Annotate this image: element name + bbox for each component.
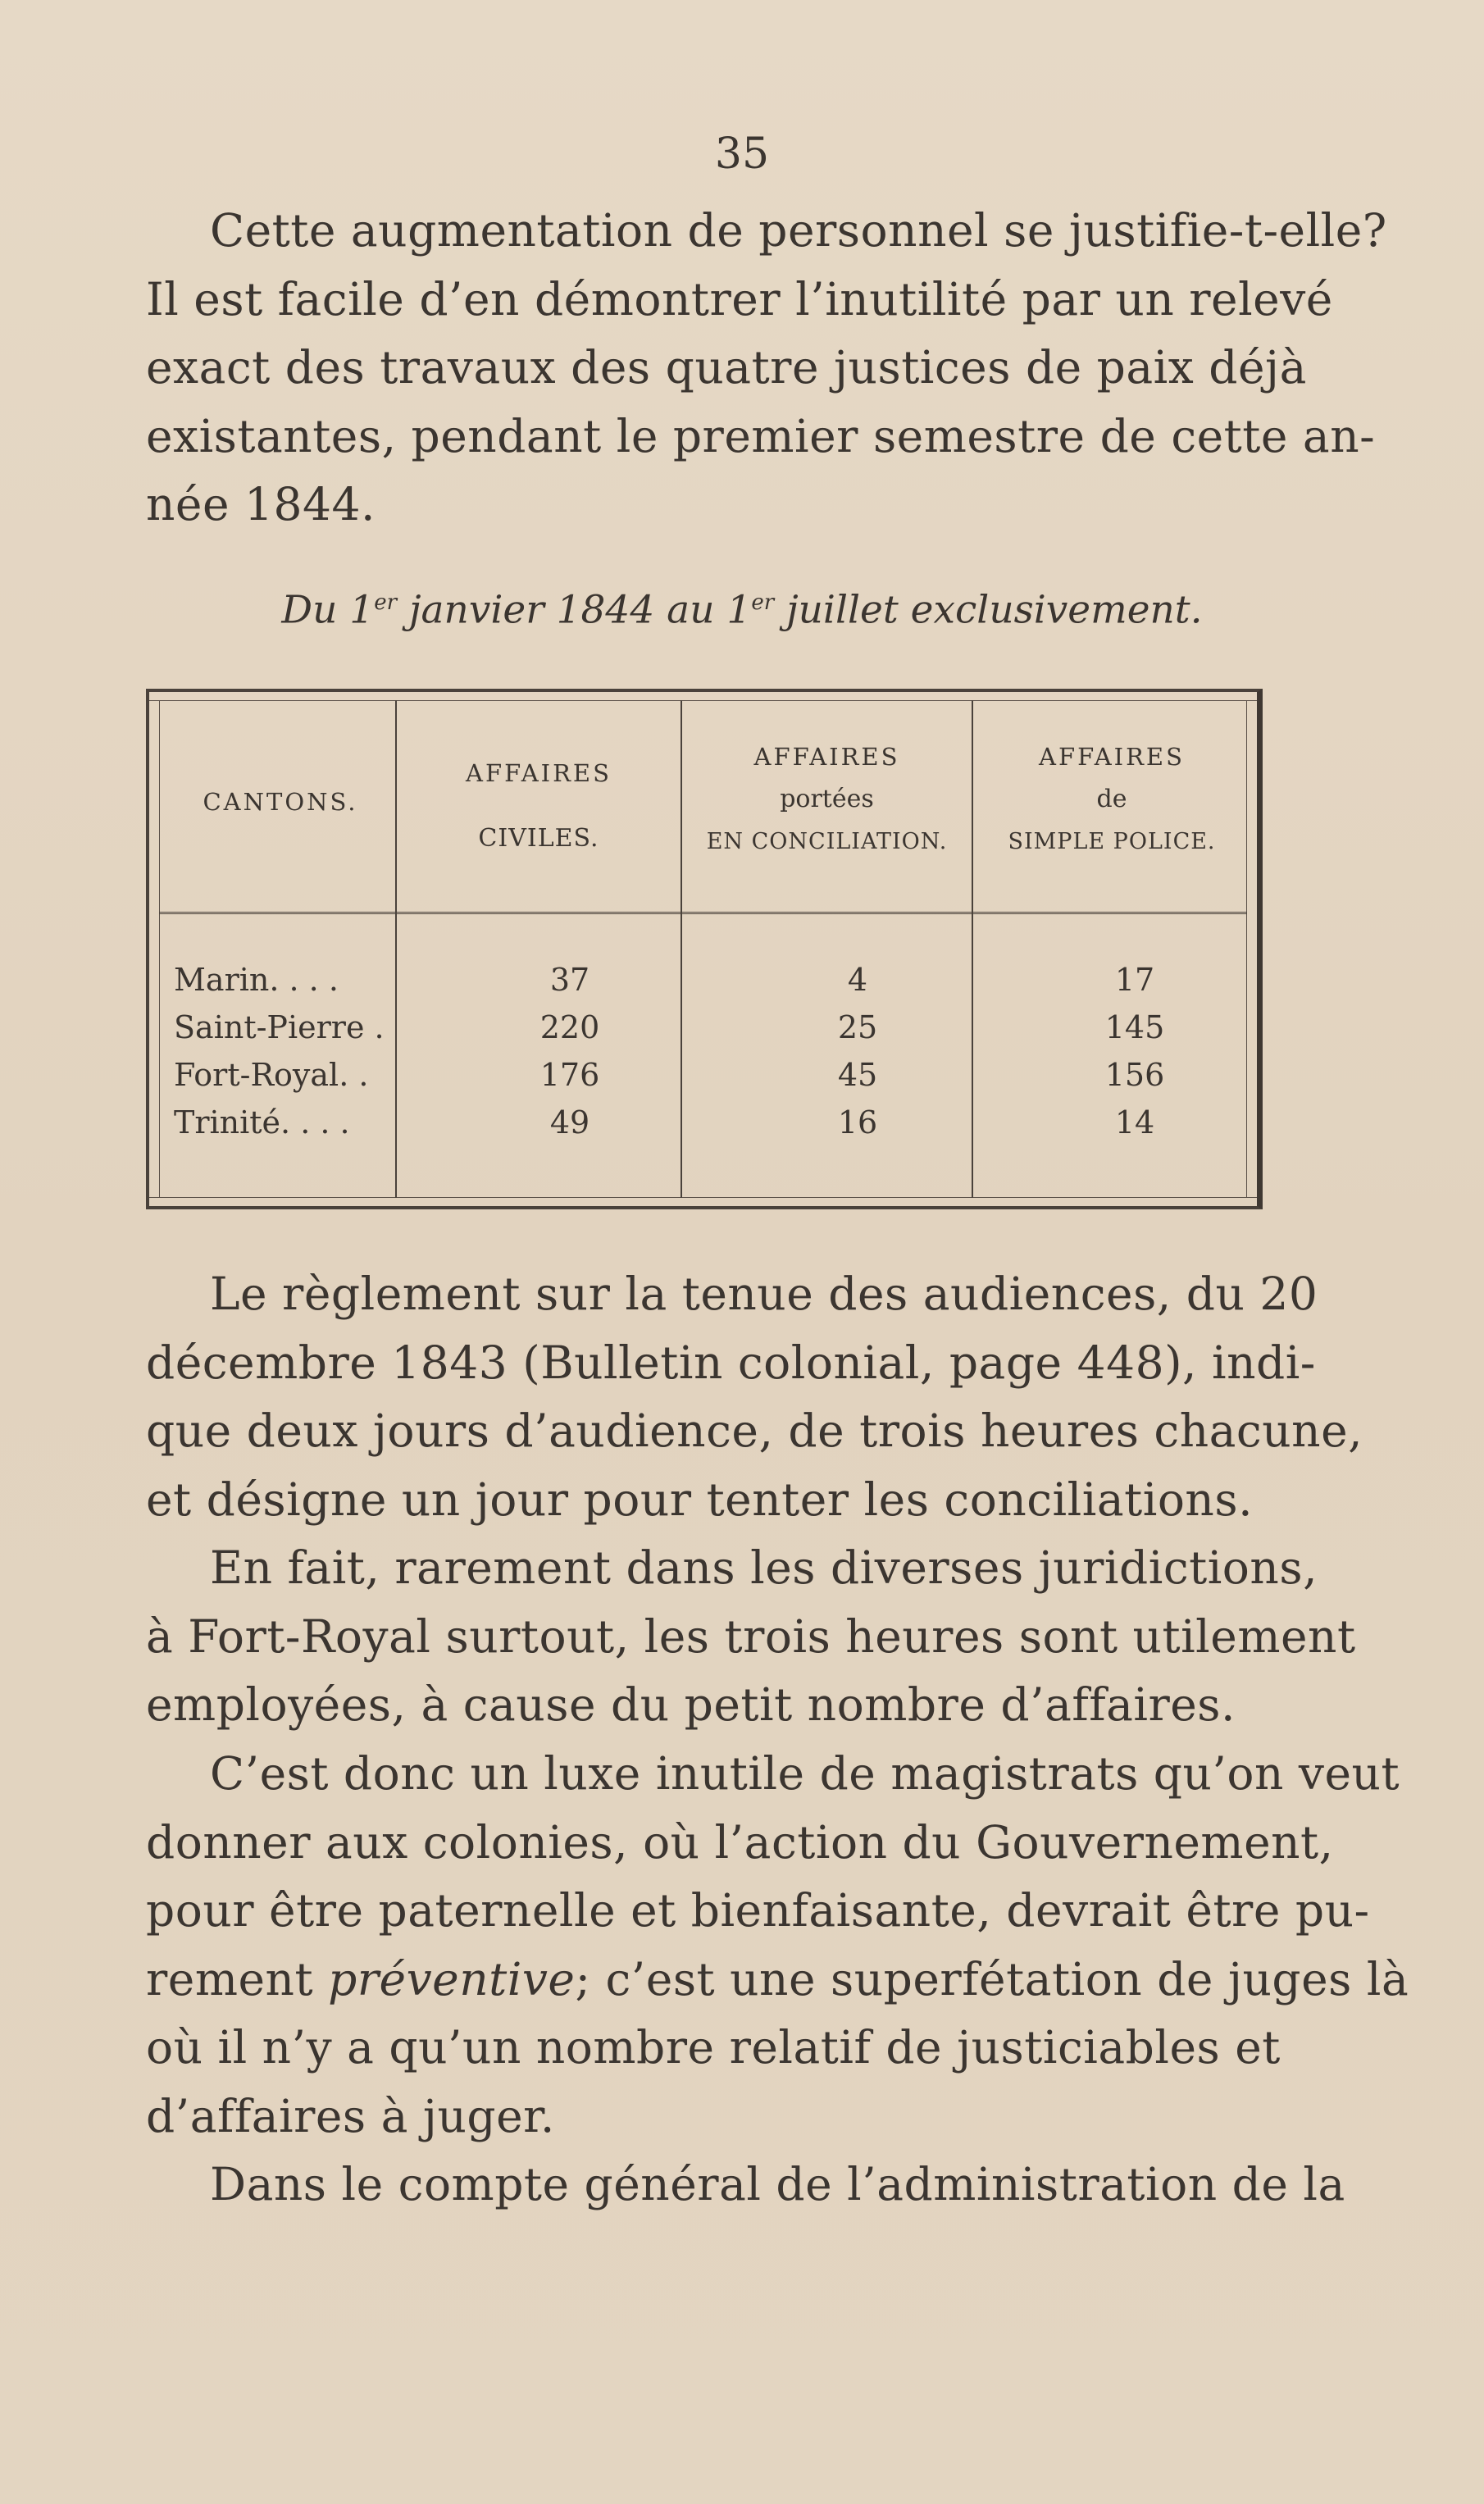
caption-sup: er bbox=[374, 590, 398, 615]
table-row bbox=[174, 1099, 1247, 1146]
table-rule bbox=[149, 700, 1257, 701]
text-line: Il est facile d’en démontrer l’inutilité par un relevé bbox=[146, 272, 1333, 326]
cell-canton: Trinité. . . . bbox=[174, 1104, 350, 1140]
text-line: née 1844. bbox=[146, 478, 376, 530]
paragraph-luxe bbox=[146, 1740, 1409, 2151]
cell-canton: Marin. . . . bbox=[174, 962, 339, 998]
text-line: d’affaires à juger. bbox=[146, 2089, 555, 2142]
statistics-table bbox=[146, 689, 1263, 1209]
caption-text: Du 1 bbox=[281, 587, 375, 633]
text-line bbox=[146, 1946, 1409, 2015]
cell-police: 156 bbox=[1104, 1057, 1165, 1093]
caption-text: janvier 1844 au 1 bbox=[397, 587, 752, 633]
table-row bbox=[174, 1004, 1247, 1051]
header-text: de bbox=[1096, 785, 1127, 813]
cell-civiles: 176 bbox=[539, 1057, 600, 1093]
text-run: ; c’est une superfétation de juges là bbox=[575, 1952, 1409, 2005]
paragraph-fait bbox=[146, 1534, 1356, 1740]
header-text: EN CONCILIATION. bbox=[706, 829, 948, 854]
caption-text: juillet exclusivement. bbox=[774, 587, 1203, 633]
header-divider bbox=[159, 912, 1247, 914]
text-line: et désigne un jour pour tenter les conciliations. bbox=[146, 1473, 1254, 1526]
cell-canton: Saint-Pierre . bbox=[174, 1009, 385, 1045]
cell-conciliation: 25 bbox=[837, 1009, 878, 1045]
text-line: C’est donc un luxe inutile de magistrats qu’on veut bbox=[210, 1747, 1400, 1800]
text-line: Le règlement sur la tenue des audiences, du 20 bbox=[210, 1268, 1318, 1320]
cell-conciliation: 4 bbox=[847, 962, 868, 998]
text-run: rement bbox=[146, 1952, 329, 2005]
paragraph-reglement bbox=[146, 1260, 1363, 1534]
cell-police: 17 bbox=[1114, 962, 1155, 998]
cell-police: 145 bbox=[1104, 1009, 1165, 1045]
header-text: CIVILES. bbox=[478, 824, 599, 853]
text-line: En fait, rarement dans les diverses juridictions, bbox=[210, 1541, 1318, 1594]
text-line: pour être paternelle et bienfaisante, devrait être pu- bbox=[146, 1884, 1370, 1937]
paragraph-compte bbox=[146, 2151, 1345, 2219]
emphasis-text: préventive bbox=[328, 1952, 576, 2005]
cell-police: 14 bbox=[1114, 1104, 1155, 1140]
text-line: exact des travaux des quatre justices de paix déjà bbox=[146, 341, 1307, 394]
header-conciliation bbox=[682, 741, 972, 858]
header-cantons: CANTONS. bbox=[203, 788, 358, 816]
text-line: Cette augmentation de personnel se justifie-t-elle? bbox=[210, 204, 1387, 257]
cell-conciliation: 45 bbox=[837, 1057, 878, 1093]
cell-civiles: 220 bbox=[539, 1009, 600, 1045]
header-text: AFFAIRES bbox=[466, 759, 612, 787]
text-line: Dans le compte général de l’administration de la bbox=[210, 2158, 1345, 2210]
header-text: AFFAIRES bbox=[753, 743, 900, 771]
table-row bbox=[174, 1051, 1247, 1099]
text-line: donner aux colonies, où l’action du Gouvernement, bbox=[146, 1815, 1334, 1869]
text-line: décembre 1843 (Bulletin colonial, page 448), indi- bbox=[146, 1336, 1316, 1389]
table-rule bbox=[159, 700, 160, 1198]
caption-sup: er bbox=[751, 590, 775, 615]
table-caption bbox=[0, 578, 1484, 635]
header-text: portées bbox=[780, 785, 874, 813]
intro-paragraph bbox=[146, 197, 1387, 539]
page-number: 35 bbox=[714, 130, 770, 179]
table-row bbox=[174, 956, 1247, 1004]
table-rule bbox=[149, 1197, 1257, 1198]
text-line: à Fort-Royal surtout, les trois heures sont utilement bbox=[146, 1609, 1356, 1663]
cell-civiles: 49 bbox=[549, 1104, 590, 1140]
header-text: AFFAIRES bbox=[1039, 743, 1185, 771]
header-police bbox=[973, 741, 1250, 858]
text-line: où il n’y a qu’un nombre relatif de justiciables et bbox=[146, 2021, 1281, 2074]
cell-civiles: 37 bbox=[549, 962, 590, 998]
text-line: existantes, pendant le premier semestre de cette an- bbox=[146, 409, 1376, 462]
cell-conciliation: 16 bbox=[837, 1104, 878, 1140]
header-text: SIMPLE POLICE. bbox=[1008, 829, 1216, 854]
cell-canton: Fort-Royal. . bbox=[174, 1057, 369, 1093]
header-civiles bbox=[397, 758, 681, 854]
text-line: employées, à cause du petit nombre d’affaires. bbox=[146, 1678, 1236, 1731]
text-line: que deux jours d’audience, de trois heures chacune, bbox=[146, 1405, 1363, 1457]
